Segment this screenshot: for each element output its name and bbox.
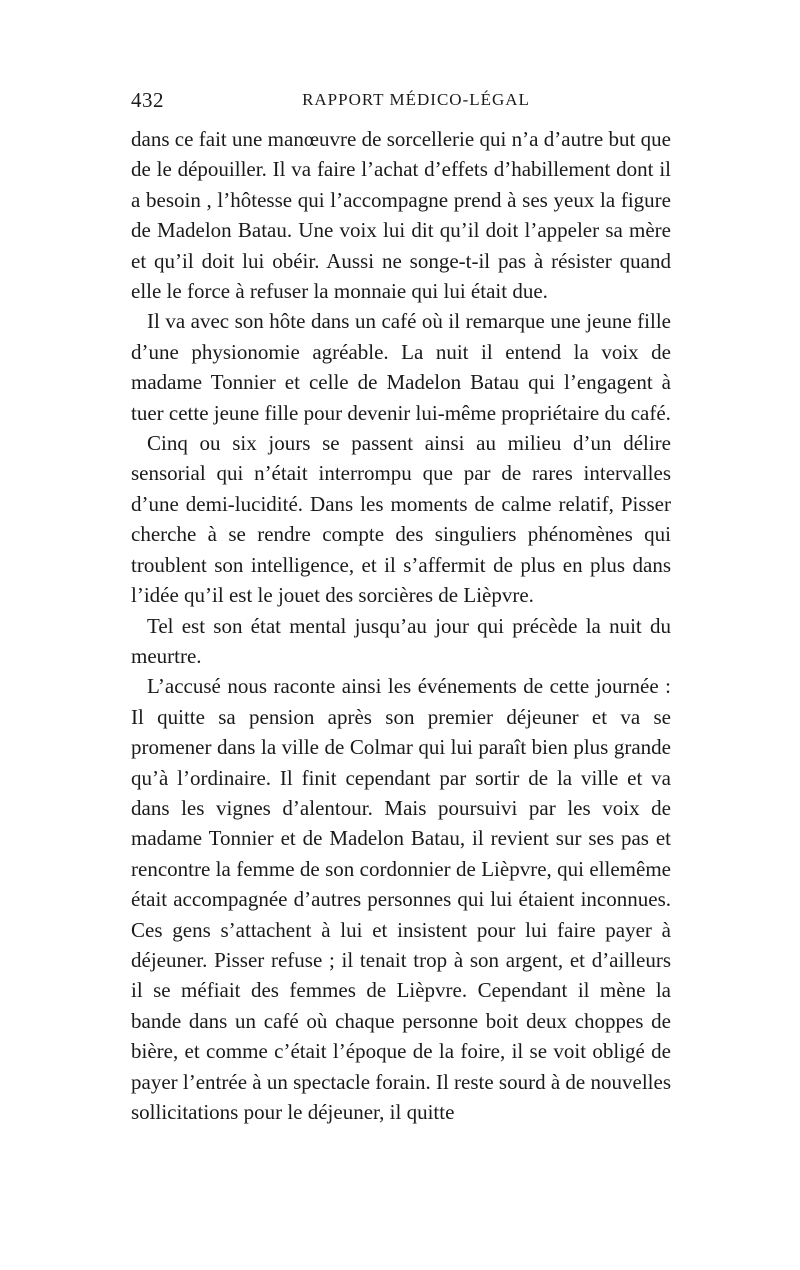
paragraph: L’accusé nous raconte ainsi les événements de cette journée : Il quitte sa pension après son premier déjeuner et va se promener dans la ville de Colmar qui lui paraît bien plus grande qu’à l’ordinaire. Il finit cependant par sortir de la ville et va dans les vignes d’alentour. Mais poursuivi par les voix de madame Tonnier et de Madelon Batau, il revient sur ses pas et rencontre la femme de son cordonnier de Lièpvre, qui ellemême était accompagnée d’autres personnes qui lui étaient inconnues. Ces gens s’attachent à lui et insistent pour lui faire payer à déjeuner. Pisser refuse ; il tenait trop à son argent, et d’ailleurs il se méfiait des femmes de Lièpvre. Cependant il mène la bande dans un café où chaque personne boit deux choppes de bière, et comme c’était l’époque de la foire, il se voit obligé de payer l’entrée à un spectacle forain. Il reste sourd à de nouvelles sollicitations pour le déjeuner, il quitte [131, 674, 671, 1124]
page-number: 432 [131, 88, 164, 112]
running-header [131, 88, 671, 118]
book-page [131, 88, 671, 1127]
running-title: RAPPORT MÉDICO-LÉGAL [302, 90, 530, 109]
body-text [131, 124, 671, 1127]
paragraph: Cinq ou six jours se passent ainsi au milieu d’un délire sensorial qui n’était interrompu que par de rares intervalles d’une demi-lucidité. Dans les moments de calme relatif, Pisser cherche à se rendre compte des singuliers phénomènes qui troublent son intelligence, et il s’affermit de plus en plus dans l’idée qu’il est le jouet des sorcières de Lièpvre. [131, 431, 671, 608]
paragraph-continued: dans ce fait une manœuvre de sorcellerie qui n’a d’autre but que de le dépouiller. Il va faire l’achat d’effets d’habillement dont il a besoin , l’hôtesse qui l’accompagne prend à ses yeux la figure de Madelon Batau. Une voix lui dit qu’il doit l’appeler sa mère et qu’il doit lui obéir. Aussi ne songe-t-il pas à résister quand elle le force à refuser la monnaie qui lui était due. [131, 127, 671, 304]
paragraph: Il va avec son hôte dans un café où il remarque une jeune fille d’une physionomie agréable. La nuit il entend la voix de madame Tonnier et celle de Madelon Batau qui l’engagent à tuer cette jeune fille pour devenir lui-même propriétaire du café. [131, 309, 671, 425]
paragraph: Tel est son état mental jusqu’au jour qui précède la nuit du meurtre. [131, 613, 671, 668]
